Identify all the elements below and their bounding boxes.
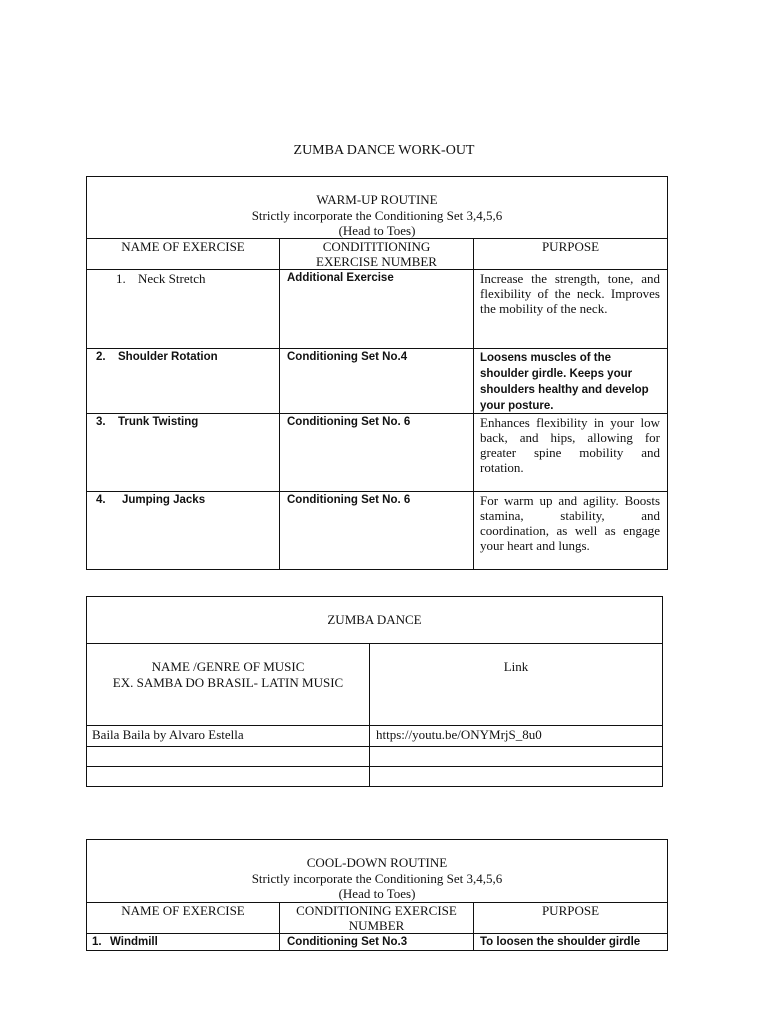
cooldown-subheading: Strictly incorporate the Conditioning Set 3,4,5,6 xyxy=(251,871,503,886)
exercise-name: Trunk Twisting xyxy=(118,416,199,428)
exercise-name: Windmill xyxy=(110,936,158,948)
cooldown-col-name: NAME OF EXERCISE xyxy=(121,903,245,918)
zumba-col-music-1: NAME /GENRE OF MUSIC xyxy=(151,659,305,674)
music-link[interactable]: https://youtu.be/ONYMrjS_8u0 xyxy=(376,727,542,742)
zumba-heading: ZUMBA DANCE xyxy=(327,612,422,627)
exercise-purpose: To loosen the shoulder girdle xyxy=(480,936,641,948)
music-name: Baila Baila by Alvaro Estella xyxy=(92,727,244,742)
warmup-col-purpose: PURPOSE xyxy=(541,239,600,254)
exercise-purpose: For warm up and agility. Boosts stamina, stability, and coordination, as well as engage your heart and lungs. xyxy=(480,493,660,553)
zumba-col-music-2: EX. SAMBA DO BRASIL- LATIN MUSIC xyxy=(112,675,344,690)
cooldown-col-cond-1: CONDITIONING EXERCISE xyxy=(296,903,457,918)
exercise-name: Neck Stretch xyxy=(138,271,206,286)
table-row: 4. Jumping Jacks xyxy=(96,494,206,506)
conditioning-number: Conditioning Set No.3 xyxy=(287,936,408,948)
table-row: 1. Windmill xyxy=(92,936,158,948)
warmup-subheading-2: (Head to Toes) xyxy=(338,223,416,238)
exercise-name: Shoulder Rotation xyxy=(118,351,218,363)
table-row: 3. Trunk Twisting xyxy=(96,416,199,428)
cooldown-col-purpose: PURPOSE xyxy=(541,903,600,918)
cooldown-subheading-2: (Head to Toes) xyxy=(338,886,416,901)
conditioning-number: Conditioning Set No. 6 xyxy=(287,416,411,428)
table-row: 2. Shoulder Rotation xyxy=(96,351,218,363)
zumba-col-link: Link xyxy=(503,659,529,674)
page-title: ZUMBA DANCE WORK-OUT xyxy=(293,143,475,158)
table-row: 1. Neck Stretch xyxy=(116,271,206,286)
exercise-purpose: Increase the strength, tone, and flexibility of the neck. Improves the mobility of the neck. xyxy=(480,271,660,316)
warmup-col-name: NAME OF EXERCISE xyxy=(121,239,245,254)
cooldown-col-cond-2: NUMBER xyxy=(348,918,405,933)
conditioning-number: Additional Exercise xyxy=(287,272,394,284)
exercise-name: Jumping Jacks xyxy=(122,494,206,506)
conditioning-number: Conditioning Set No. 6 xyxy=(287,494,411,506)
warmup-subheading: Strictly incorporate the Conditioning Set 3,4,5,6 xyxy=(251,208,503,223)
exercise-purpose: Enhances flexibility in your low back, and hips, allowing for greater spine mobility and rotation. xyxy=(480,415,660,475)
warmup-col-cond-1: CONDITITIONING xyxy=(322,239,431,254)
warmup-col-cond-2: EXERCISE NUMBER xyxy=(316,254,437,269)
conditioning-number: Conditioning Set No.4 xyxy=(287,351,408,363)
warmup-heading: WARM-UP ROUTINE xyxy=(316,192,438,207)
exercise-purpose: Loosens muscles of the shoulder girdle. Keeps your shoulders healthy and develop your posture. xyxy=(480,352,649,412)
cooldown-heading: COOL-DOWN ROUTINE xyxy=(306,855,448,870)
